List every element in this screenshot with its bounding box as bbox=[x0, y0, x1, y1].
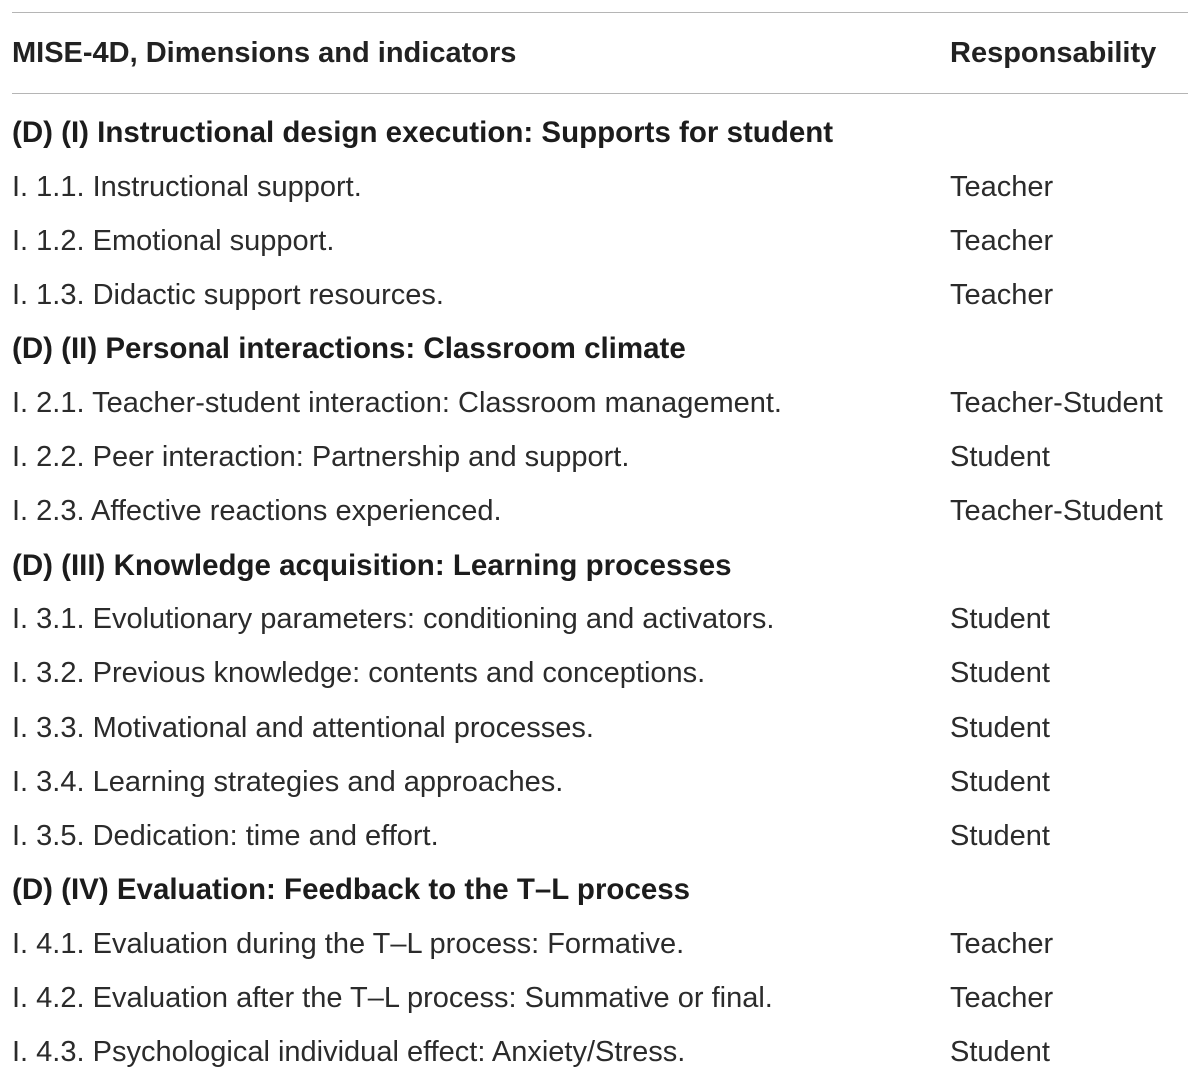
indicator-row bbox=[12, 972, 1188, 1026]
responsibility-cell: Teacher bbox=[950, 982, 1054, 1015]
dimension-row bbox=[12, 863, 1188, 917]
indicator-row bbox=[12, 809, 1188, 863]
indicator-row bbox=[12, 431, 1188, 485]
indicator-row bbox=[12, 160, 1188, 214]
dimension-label: (D) (IV) Evaluation: Feedback to the T–L process bbox=[12, 873, 691, 907]
dimension-row bbox=[12, 322, 1188, 376]
indicator-label: I. 2.3. Affective reactions experienced. bbox=[12, 495, 502, 528]
responsibility-cell: Student bbox=[950, 603, 1050, 636]
indicator-label: I. 4.2. Evaluation after the T–L process: Summative or final. bbox=[12, 982, 773, 1015]
indicator-row bbox=[12, 701, 1188, 755]
responsibility-cell: Student bbox=[950, 711, 1050, 744]
indicator-label: I. 3.5. Dedication: time and effort. bbox=[12, 819, 439, 852]
mise-4d-table bbox=[12, 12, 1188, 1080]
indicator-label: I. 1.2. Emotional support. bbox=[12, 224, 335, 257]
dimension-row bbox=[12, 539, 1188, 593]
header-dimensions-indicators: MISE-4D, Dimensions and indicators bbox=[12, 36, 517, 69]
indicator-label: I. 4.3. Psychological individual effect: Anxiety/Stress. bbox=[12, 1036, 686, 1069]
dimension-row bbox=[12, 106, 1188, 160]
indicator-label: I. 2.1. Teacher-student interaction: Classroom management. bbox=[12, 387, 782, 420]
indicator-label: I. 2.2. Peer interaction: Partnership and support. bbox=[12, 441, 630, 474]
responsibility-cell: Teacher-Student bbox=[950, 495, 1163, 528]
table-body bbox=[12, 94, 1188, 1080]
responsibility-cell: Student bbox=[950, 657, 1050, 690]
indicator-label: I. 3.1. Evolutionary parameters: conditioning and activators. bbox=[12, 603, 775, 636]
responsibility-cell: Teacher bbox=[950, 278, 1054, 311]
indicator-label: I. 1.3. Didactic support resources. bbox=[12, 278, 444, 311]
responsibility-cell: Student bbox=[950, 1036, 1050, 1069]
indicator-row bbox=[12, 214, 1188, 268]
indicator-label: I. 3.3. Motivational and attentional processes. bbox=[12, 711, 594, 744]
responsibility-cell: Student bbox=[950, 765, 1050, 798]
indicator-label: I. 3.2. Previous knowledge: contents and conceptions. bbox=[12, 657, 706, 690]
indicator-label: I. 4.1. Evaluation during the T–L process: Formative. bbox=[12, 927, 685, 960]
indicator-row bbox=[12, 917, 1188, 971]
table-header bbox=[12, 13, 1188, 93]
responsibility-cell: Student bbox=[950, 819, 1050, 852]
indicator-row bbox=[12, 1026, 1188, 1080]
dimension-label: (D) (I) Instructional design execution: Supports for student bbox=[12, 116, 834, 150]
indicator-label: I. 1.1. Instructional support. bbox=[12, 170, 362, 203]
responsibility-cell: Student bbox=[950, 441, 1050, 474]
indicator-row bbox=[12, 485, 1188, 539]
indicator-row bbox=[12, 647, 1188, 701]
dimension-label: (D) (II) Personal interactions: Classroom climate bbox=[12, 332, 686, 366]
indicator-row bbox=[12, 268, 1188, 322]
responsibility-cell: Teacher bbox=[950, 927, 1054, 960]
responsibility-cell: Teacher bbox=[950, 170, 1054, 203]
indicator-row bbox=[12, 755, 1188, 809]
responsibility-cell: Teacher bbox=[950, 224, 1054, 257]
header-responsability: Responsability bbox=[950, 36, 1157, 69]
indicator-row bbox=[12, 593, 1188, 647]
responsibility-cell: Teacher-Student bbox=[950, 387, 1163, 420]
indicator-label: I. 3.4. Learning strategies and approaches. bbox=[12, 765, 564, 798]
indicator-row bbox=[12, 376, 1188, 430]
dimension-label: (D) (III) Knowledge acquisition: Learning processes bbox=[12, 548, 732, 582]
